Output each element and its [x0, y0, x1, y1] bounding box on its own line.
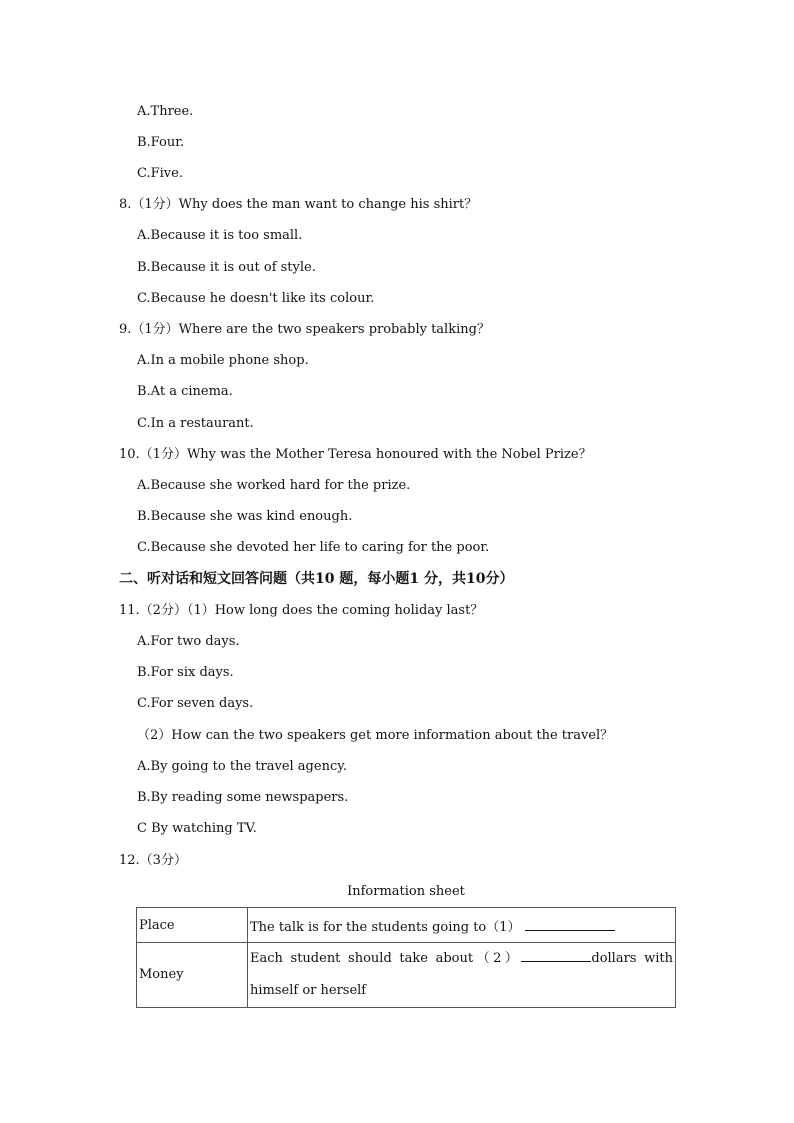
table-row	[137, 908, 676, 943]
q8-option-b: B.Because it is out of style.	[137, 260, 316, 275]
q11-2-option-a: A.By going to the travel agency.	[137, 759, 347, 774]
answer-blank-2[interactable]	[521, 949, 591, 962]
table-row	[137, 943, 676, 1008]
q11-stem: 11.（2分）（1）How long does the coming holiday last？	[119, 603, 484, 618]
q12-stem: 12.（3分）	[119, 853, 187, 868]
q11-1-option-b: B.For six days.	[137, 665, 234, 680]
q8-option-c: C.Because he doesn't like its colour.	[137, 291, 375, 306]
q8-stem: 8.（1分）Why does the man want to change his shirt？	[119, 197, 478, 212]
q9-option-b: B.At a cinema.	[137, 384, 233, 399]
q10-option-a: A.Because she worked hard for the prize.	[137, 478, 411, 493]
q11-2-option-b: B.By reading some newspapers.	[137, 790, 349, 805]
q9-option-c: C.In a restaurant.	[137, 416, 254, 431]
q11-sub-question-2: （2）How can the two speakers get more information about the travel？	[137, 728, 614, 743]
q7-option-a: A.Three.	[137, 104, 194, 119]
q7-option-b: B.Four.	[137, 135, 185, 150]
q9-stem: 9.（1分）Where are the two speakers probably talking？	[119, 322, 490, 337]
q10-option-c: C.Because she devoted her life to caring for the poor.	[137, 540, 490, 555]
row-text-after: dollars with himself or herself	[250, 951, 673, 998]
row-text: The talk is for the students going to（1）	[250, 919, 521, 935]
q7-option-c: C.Five.	[137, 166, 183, 181]
q10-option-b: B.Because she was kind enough.	[137, 509, 353, 524]
row-content-money	[248, 943, 676, 1008]
row-label-place: Place	[137, 908, 248, 943]
section-heading: 二、听对话和短文回答问题（共10 题，每小题1 分，共10分）	[119, 571, 514, 587]
row-text: Each student should take about（2）	[250, 951, 522, 966]
q9-option-a: A.In a mobile phone shop.	[137, 353, 309, 368]
row-content-place	[248, 908, 676, 943]
q11-2-option-c: C By watching TV.	[137, 821, 257, 836]
answer-blank-1[interactable]	[525, 918, 615, 931]
sheet-title: Information sheet	[347, 884, 465, 899]
q8-option-a: A.Because it is too small.	[137, 228, 303, 243]
q10-stem: 10.（1分）Why was the Mother Teresa honoured with the Nobel Prize？	[119, 447, 592, 462]
q11-1-option-c: C.For seven days.	[137, 696, 254, 711]
information-sheet-table	[136, 907, 676, 1008]
row-label-money: Money	[137, 943, 248, 1008]
q11-1-option-a: A.For two days.	[137, 634, 240, 649]
